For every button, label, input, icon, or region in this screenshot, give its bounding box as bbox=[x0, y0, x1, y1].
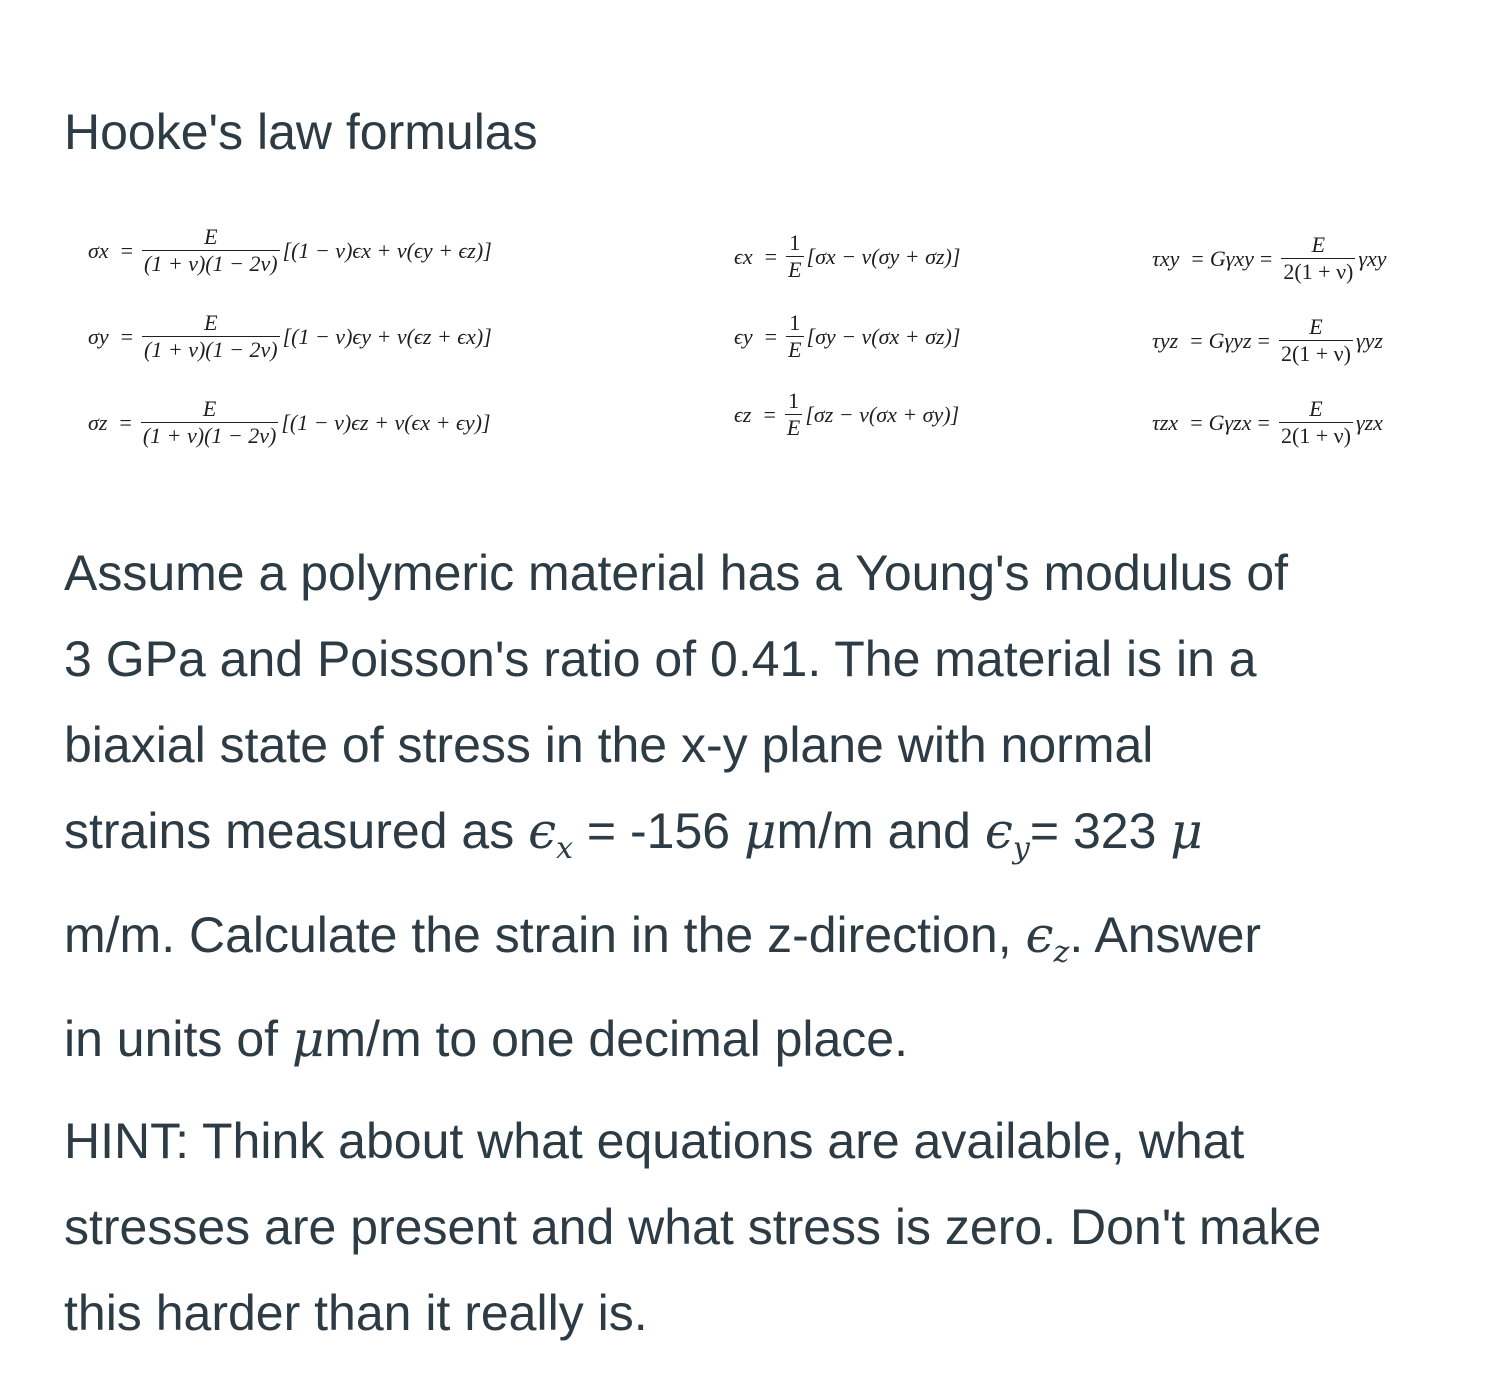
text-segment: = -156 bbox=[573, 803, 744, 859]
formula-lhs: τxy bbox=[1152, 245, 1180, 271]
fraction bbox=[142, 310, 280, 363]
fraction-numerator: 1 bbox=[789, 310, 801, 335]
fraction-numerator: E bbox=[202, 396, 217, 421]
formula-lhs: σx bbox=[88, 237, 109, 263]
fraction-numerator: 1 bbox=[788, 388, 800, 413]
formula-rhs: [σx − ν(σy + σz)] bbox=[806, 243, 961, 269]
epsilon-symbol: ϵ bbox=[984, 802, 1013, 860]
formula-epsilon-x: ϵx = $\frac{1}{E}$ [σx − ν(σy + σz)] bbox=[734, 230, 961, 282]
formula-lhs: ϵx bbox=[734, 243, 753, 269]
fraction-numerator: E bbox=[204, 310, 218, 335]
fraction bbox=[1279, 314, 1353, 367]
fraction-denominator: (1 + ν)(1 − 2ν) bbox=[144, 251, 278, 276]
fraction-denominator: E bbox=[786, 415, 801, 440]
formula-tau-yz: τyz = Gγyz = $\frac{E}{2(1 + \nu)}$ γyz bbox=[1152, 314, 1383, 366]
mu-symbol: μ bbox=[1170, 802, 1203, 860]
formula-rhs: [σy − ν(σx + σz)] bbox=[806, 323, 961, 349]
text-segment: m/m to one decimal place. bbox=[324, 1011, 908, 1067]
formula-rhs: [(1 − ν)ϵx + ν(ϵy + ϵz)] bbox=[282, 237, 492, 263]
hint-paragraph bbox=[64, 1098, 1484, 1356]
problem-line bbox=[64, 788, 1484, 892]
hint-line: this harder than it really is. bbox=[64, 1285, 648, 1341]
formula-mid: Gγxy bbox=[1209, 245, 1254, 271]
fraction-denominator: E bbox=[788, 257, 802, 282]
formula-lhs: ϵy bbox=[734, 323, 753, 349]
fraction-numerator: 1 bbox=[789, 230, 801, 255]
fraction-denominator: 2(1 + ν) bbox=[1283, 259, 1354, 284]
fraction-denominator: 2(1 + ν) bbox=[1280, 423, 1351, 448]
text-segment: m/m. Calculate the strain in the z-direction, bbox=[64, 907, 1026, 963]
fraction-numerator: E bbox=[1309, 396, 1323, 421]
fraction bbox=[785, 388, 802, 441]
text-segment: = 323 bbox=[1029, 803, 1171, 859]
fraction-numerator: E bbox=[204, 224, 218, 249]
formula-lhs: τyz bbox=[1152, 327, 1179, 353]
problem-line bbox=[64, 892, 1484, 996]
formula-sigma-x: σx = $\frac{E}{(1 + \nu)(1 - 2\nu)}$ [(1 − ν)ϵx + ν(ϵy + ϵz)] bbox=[88, 224, 492, 276]
formula-rhs: [σz − ν(σx + σy)] bbox=[805, 401, 960, 427]
fraction-denominator: E bbox=[788, 337, 802, 362]
text-segment: strains measured as bbox=[64, 803, 529, 859]
subscript-z: z bbox=[1053, 935, 1070, 970]
formula-mid: Gγyz bbox=[1208, 327, 1252, 353]
formula-lhs: ϵz bbox=[734, 401, 752, 427]
fraction-denominator: 2(1 + ν) bbox=[1280, 341, 1351, 366]
fraction bbox=[786, 230, 803, 283]
fraction-numerator: E bbox=[1309, 314, 1323, 339]
formula-epsilon-z: ϵz = $\frac{1}{E}$ [σz − ν(σx + σy)] bbox=[734, 388, 960, 440]
hint-line: stresses are present and what stress is zero. Don't make bbox=[64, 1199, 1322, 1255]
fraction bbox=[142, 224, 280, 277]
formula-rhs: γxy bbox=[1358, 245, 1387, 271]
hint-line: HINT: Think about what equations are available, what bbox=[64, 1113, 1245, 1169]
formula-tau-zx: τzx = Gγzx = $\frac{E}{2(1 + \nu)}$ γzx bbox=[1152, 396, 1383, 448]
epsilon-symbol: ϵ bbox=[1025, 906, 1054, 964]
problem-statement bbox=[64, 530, 1484, 1082]
formula-sigma-z: σz = $\frac{E}{(1 + \nu)(1 - 2\nu)}$ [(1 − ν)ϵz + ν(ϵx + ϵy)] bbox=[88, 396, 491, 448]
formula-rhs: [(1 − ν)ϵz + ν(ϵx + ϵy)] bbox=[281, 409, 491, 435]
epsilon-symbol: ϵ bbox=[528, 802, 557, 860]
formula-lhs: τzx bbox=[1152, 409, 1179, 435]
formula-mid: Gγzx bbox=[1208, 409, 1252, 435]
problem-line: Assume a polymeric material has a Young's modulus of bbox=[64, 545, 1289, 601]
problem-line: biaxial state of stress in the x-y plane with normal bbox=[64, 717, 1154, 773]
formula-rhs: [(1 − ν)ϵy + ν(ϵz + ϵx)] bbox=[282, 323, 492, 349]
subscript-x: x bbox=[556, 831, 574, 866]
fraction bbox=[1279, 396, 1353, 449]
mu-symbol: μ bbox=[743, 802, 777, 860]
fraction bbox=[786, 310, 803, 363]
subscript-y: y bbox=[1012, 831, 1030, 866]
fraction bbox=[1281, 232, 1355, 285]
problem-line: 3 GPa and Poisson's ratio of 0.41. The material is in a bbox=[64, 631, 1257, 687]
formula-rhs: γyz bbox=[1355, 327, 1383, 353]
formula-rhs: γzx bbox=[1355, 409, 1383, 435]
formula-lhs: σy bbox=[88, 323, 109, 349]
formula-sigma-y: σy = $\frac{E}{(1 + \nu)(1 - 2\nu)}$ [(1 − ν)ϵy + ν(ϵz + ϵx)] bbox=[88, 310, 492, 362]
fraction bbox=[141, 396, 279, 449]
formula-lhs: σz bbox=[88, 409, 108, 435]
formula-tau-xy: τxy = Gγxy = $\frac{E}{2(1 + \nu)}$ γxy bbox=[1152, 232, 1387, 284]
page-title: Hooke's law formulas bbox=[64, 104, 538, 160]
hookes-law-formulas-image bbox=[82, 218, 1474, 480]
fraction-numerator: E bbox=[1311, 232, 1326, 257]
fraction-denominator: (1 + ν)(1 − 2ν) bbox=[144, 337, 278, 362]
text-segment: . Answer bbox=[1069, 907, 1262, 963]
formula-epsilon-y: ϵy = $\frac{1}{E}$ [σy − ν(σx + σz)] bbox=[734, 310, 961, 362]
fraction-denominator: (1 + ν)(1 − 2ν) bbox=[142, 423, 277, 448]
mu-symbol: μ bbox=[291, 1010, 325, 1068]
text-segment: in units of bbox=[64, 1011, 292, 1067]
problem-line bbox=[64, 996, 1484, 1082]
text-segment: m/m and bbox=[776, 803, 985, 859]
